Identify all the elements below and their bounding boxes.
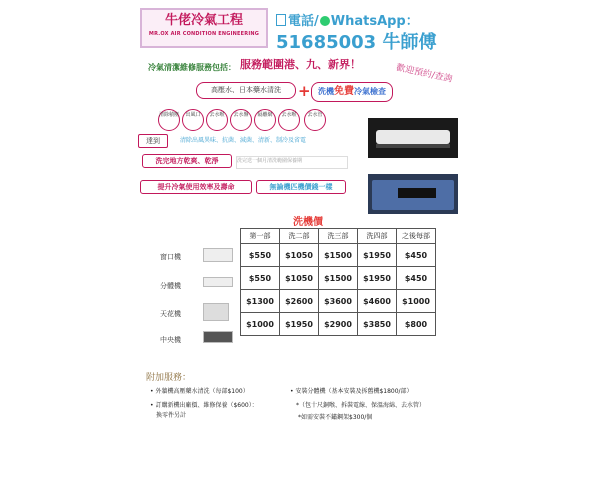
- window-ac-image: [203, 248, 233, 262]
- price-cell: $3600: [319, 290, 358, 313]
- row-label-split: 分體機: [160, 282, 181, 290]
- split-ac-image: [203, 277, 233, 287]
- list-item: *（包十尺銅喉、拆裝電線、保溫海綿、去水管）: [296, 402, 426, 409]
- list-item: • 訂購新機出廠價、維修保養（$600）：: [150, 402, 258, 409]
- whatsapp-icon: [320, 16, 330, 26]
- services-label: 冷氣清潔維修服務包括：: [148, 63, 236, 72]
- column-header: 第一部: [241, 229, 280, 244]
- logo: [140, 8, 268, 48]
- phone-label: 電話/: [288, 14, 319, 29]
- row-label-central: 中央機: [160, 336, 181, 344]
- table-row: [241, 290, 436, 313]
- result-arrow: 達到: [138, 134, 168, 148]
- price-cell: $1500: [319, 267, 358, 290]
- column-header: 洗四部: [358, 229, 397, 244]
- price-cell: $450: [397, 267, 436, 290]
- booking-note: 歡迎預約/查詢: [395, 63, 454, 85]
- price-cell: $1500: [319, 244, 358, 267]
- price-cell: $450: [397, 244, 436, 267]
- service-area: 服務範圍港、九、新界！: [240, 58, 361, 71]
- warranty-note: 洗完送一個月清洗範圍保養期: [236, 156, 348, 169]
- logo-english-name: MR.OX AIR CONDITION ENGINEERING: [148, 31, 260, 37]
- list-item: • 外牆機高壓藥水清洗（每部$100）: [150, 388, 249, 395]
- same-price-box: 無論機匹機價錢一樣: [256, 180, 346, 194]
- price-title: 洗機價: [293, 217, 323, 228]
- ceiling-ac-image: [203, 303, 229, 321]
- price-cell: $1000: [397, 290, 436, 313]
- table-header-row: [241, 229, 436, 244]
- price-cell: $1000: [241, 313, 280, 336]
- column-header: 洗三部: [319, 229, 358, 244]
- price-cell: $1050: [280, 244, 319, 267]
- price-cell: $1950: [280, 313, 319, 336]
- ac-unit-photo: [368, 118, 458, 158]
- wash-method-pill: 高壓水、日本藥水清洗: [196, 82, 296, 99]
- additional-services-title: 附加服務：: [146, 373, 192, 383]
- contact-label: [276, 10, 419, 29]
- price-cell: $3850: [358, 313, 397, 336]
- service-circle: 去水管: [304, 109, 326, 131]
- price-cell: $1950: [358, 244, 397, 267]
- phone-icon: [276, 14, 286, 26]
- price-cell: $1950: [358, 267, 397, 290]
- free-inspection-pill: [311, 82, 393, 102]
- benefits-text: 清除出風異味、抗菌、減菌、清新、制冷及省電: [180, 137, 307, 144]
- pill2-a: 洗機: [318, 87, 334, 96]
- column-header: 洗二部: [280, 229, 319, 244]
- table-row: [241, 244, 436, 267]
- efficiency-box: 提升冷氣使用效率及壽命: [140, 180, 252, 194]
- row-label-window: 窗口機: [160, 253, 181, 261]
- price-cell: $550: [241, 244, 280, 267]
- price-table: [240, 228, 436, 336]
- service-circle: 清除積塵: [158, 109, 180, 131]
- service-circle: 去水盤: [230, 109, 252, 131]
- cleaning-bag-photo: [368, 174, 458, 214]
- column-header: 之後每部: [397, 229, 436, 244]
- price-cell: $1050: [280, 267, 319, 290]
- price-cell: $1300: [241, 290, 280, 313]
- price-cell: $2600: [280, 290, 319, 313]
- price-cell: $4600: [358, 290, 397, 313]
- row-label-ceiling: 天花機: [160, 310, 181, 318]
- service-circle: 隔離網: [254, 109, 276, 131]
- list-item: • 安裝分體機（基本安裝及拆舊機$1800/部）: [290, 388, 413, 395]
- phone-number: 51685003 牛師傅: [276, 32, 437, 53]
- service-circle: 出風口: [182, 109, 204, 131]
- list-item: 換零件另計: [156, 412, 187, 419]
- table-row: [241, 313, 436, 336]
- whatsapp-label: WhatsApp：: [330, 14, 419, 29]
- service-circle: 去水喉: [206, 109, 228, 131]
- price-cell: $2900: [319, 313, 358, 336]
- price-cell: $550: [241, 267, 280, 290]
- price-cell: $800: [397, 313, 436, 336]
- service-circle: 去水喉: [278, 109, 300, 131]
- dry-clean-box: 洗完地方乾爽、乾淨: [142, 154, 232, 168]
- list-item: *如需安裝不鏽鋼架$300/個: [298, 414, 373, 421]
- table-row: [241, 267, 436, 290]
- pill2-b: 冷氣檢查: [354, 87, 386, 96]
- pill2-free: 免費: [334, 86, 354, 97]
- central-ac-image: [203, 331, 233, 343]
- logo-chinese-name: 牛佬冷氣工程: [164, 13, 243, 28]
- plus-icon: +: [298, 82, 311, 100]
